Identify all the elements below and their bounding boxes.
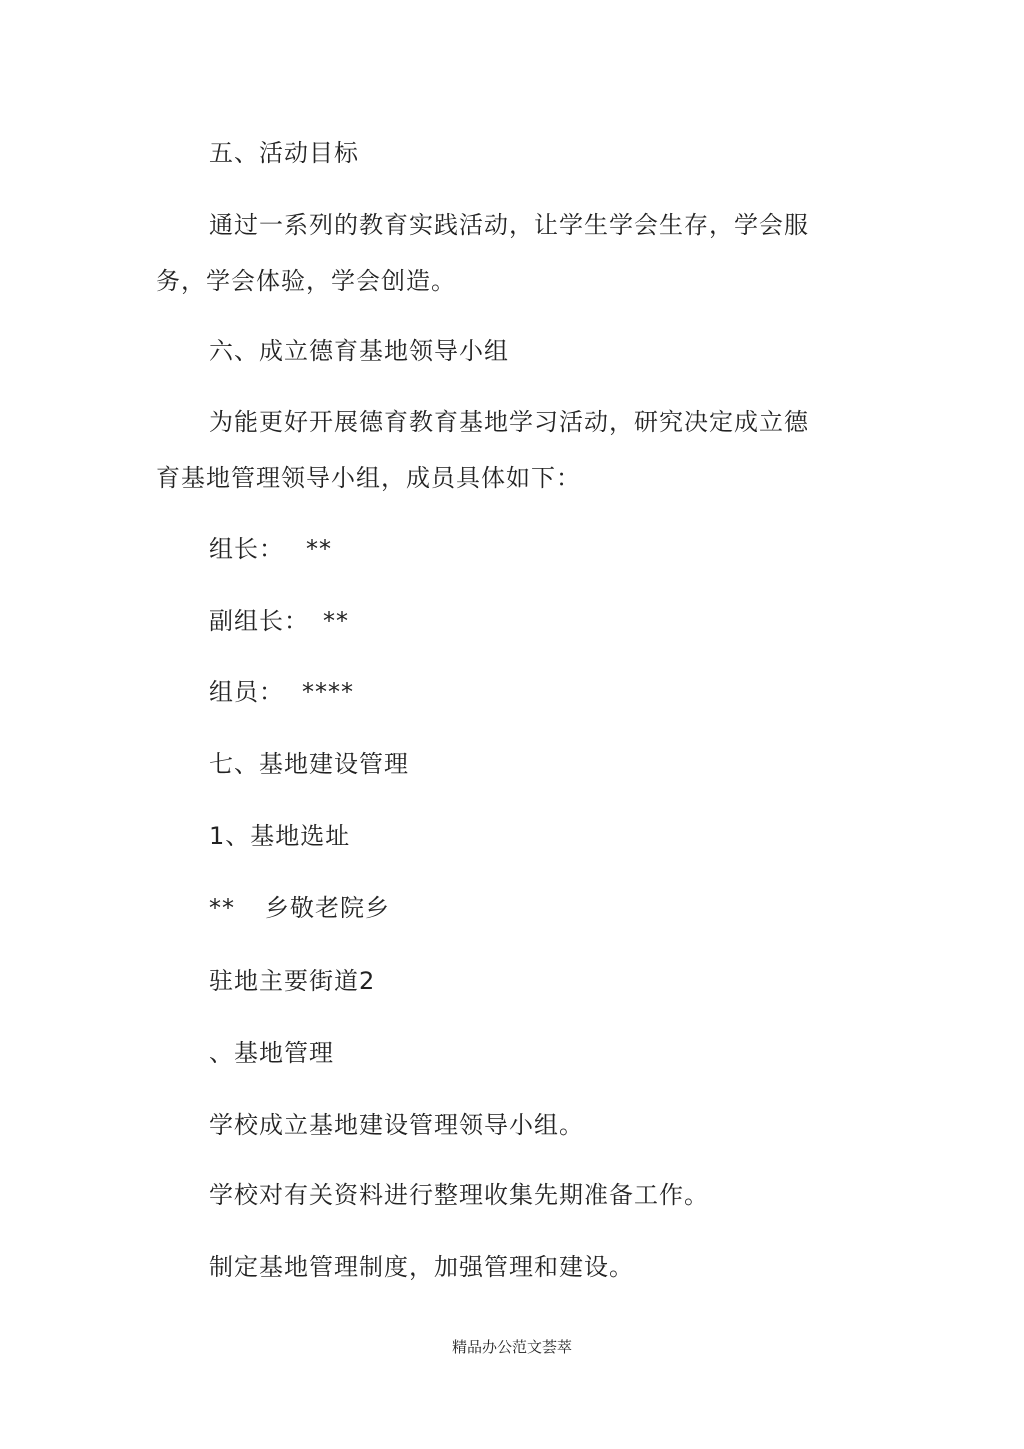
paragraph-line: 学校成立基地建设管理领导小组。 [209,1111,584,1139]
paragraph-line: 通过一系列的教育实践活动，让学生学会生存，学会服 [209,211,809,239]
paragraph-line: 务，学会体验，学会创造。 [156,267,456,295]
paragraph-line: 制定基地管理制度，加强管理和建设。 [209,1253,634,1281]
member-line-deputy [209,605,349,637]
member-role-label: 组长： [209,535,284,563]
member-name: ** [306,535,332,563]
site-name: 乡敬老院乡 [265,894,390,922]
paragraph-line: 育基地管理领导小组，成员具体如下： [156,464,581,492]
section-heading-7: 七、基地建设管理 [209,750,409,778]
site-code: ** [209,894,235,922]
page-footer: 精品办公范文荟萃 [451,1338,572,1356]
member-line-leader [209,533,332,565]
member-name: **** [302,678,354,706]
member-name: ** [323,607,349,635]
member-line-members [209,676,354,708]
member-role-label: 组员： [209,678,284,706]
paragraph-line: 驻地主要街道2 [209,967,376,995]
section-heading-5: 五、活动目标 [209,139,359,167]
section-heading-6: 六、成立德育基地领导小组 [209,337,509,365]
site-line [209,892,390,924]
member-role-label: 副组长： [209,607,309,635]
paragraph-line: 学校对有关资料进行整理收集先期准备工作。 [209,1181,709,1209]
subheading-management: 、基地管理 [209,1039,334,1067]
paragraph-line: 为能更好开展德育教育基地学习活动，研究决定成立德 [209,408,809,436]
subheading-site: 1、基地选址 [209,822,351,850]
